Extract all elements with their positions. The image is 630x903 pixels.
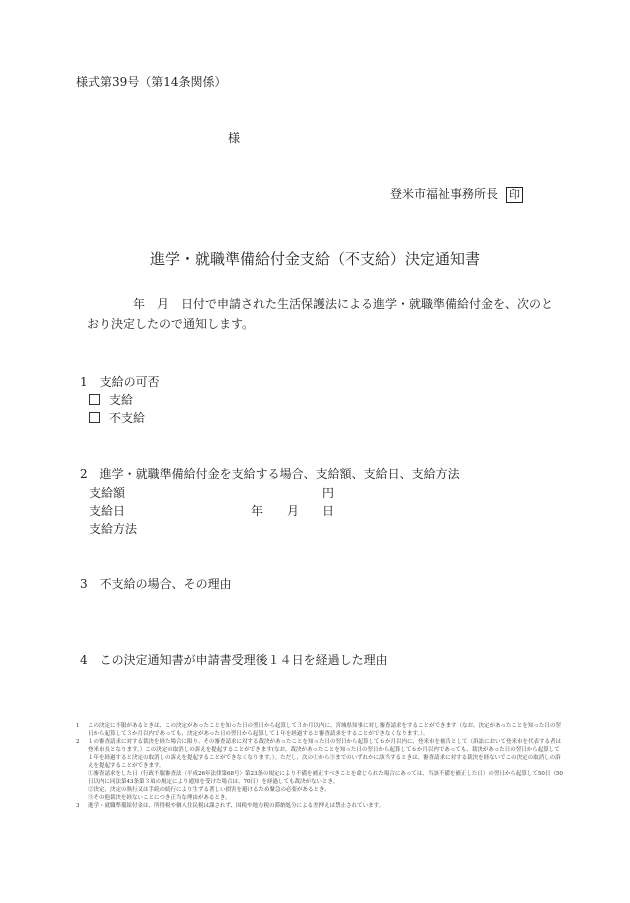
note-1: [76, 722, 564, 738]
date-year: 年: [251, 504, 264, 518]
date-month: 月: [287, 504, 300, 518]
note-2-item-3: ③その他裁決を経ないことにつき正当な理由があるとき。: [88, 795, 231, 801]
issuer-name: 登米市福祉事務所長: [390, 187, 499, 201]
option-pay-label: 支給: [109, 393, 134, 407]
amount-label: 支給額: [89, 486, 126, 500]
note-3-text: 進学・就職準備給付金は、所得税や個人住民税は課されず、国税や地方税の滞納処分による差押えは禁止されています。: [88, 803, 385, 809]
note-1-number: 1: [76, 723, 80, 729]
checkbox-pay[interactable]: [89, 394, 100, 405]
section-2-heading: 2 進学・就職準備給付金を支給する場合、支給額、支給日、支給方法: [80, 467, 460, 481]
note-2-item-1: ①審査請求をした日（行政不服審査法（平成26年法律第68号）第23条の規定により不備を補正すべきことを命じられた場合にあっては、当該不備を補正した日）の翌日から起算して50日（50日以内に同法第43条第３項の規定により通知を受けた場合は、70日）を経過しても裁決がないとき。: [88, 771, 563, 785]
note-3: [76, 802, 564, 810]
seal-mark: 印: [506, 187, 523, 203]
note-2-item-2: ②決定、決定の執行又は手続の続行により生ずる著しい損害を避けるため緊急の必要があるとき。: [88, 787, 330, 793]
option-no-pay[interactable]: [89, 410, 145, 426]
option-no-pay-label: 不支給: [109, 411, 146, 425]
intro-line-1: 年 月 日付で申請された生活保護法による進学・就職準備給付金を、次のと: [133, 297, 554, 311]
method-label: 支給方法: [89, 522, 138, 536]
issuer-block: [390, 186, 523, 203]
note-2: [76, 738, 564, 770]
section-1-heading: 1 支給の可否: [80, 375, 160, 389]
date-label: 支給日: [89, 504, 126, 518]
note-2-number: 2: [76, 739, 80, 745]
section-4-heading: 4 この決定通知書が申請書受理後１４日を経過した理由: [80, 653, 388, 667]
document-title: 進学・就職準備給付金支給（不支給）決定通知書: [149, 250, 480, 268]
note-2-text: １の審査請求に対する裁決を経た場合に限り、その審査請求に対する裁決があったことを知った日の翌日から起算して６か月以内に、登米市を被告として（訴訟において登米市を代表する者は登米市長となります。）この決定の取消しの訴えを提起することができます(なお、裁決があったことを知った日の翌日から起算して６か月以内であっても、裁決があった日の翌日から起算して１年を経過すると決定の取消しの訴えを提起することができなくなります。）。ただし、次の①から③までのいずれかに該当するときは、審査請求に対する裁決を経ないでこの決定の取消しの訴えを提起することができます。: [88, 739, 561, 769]
addressee-suffix: 様: [228, 131, 241, 145]
footnotes: [76, 722, 564, 810]
checkbox-no-pay[interactable]: [89, 412, 100, 423]
date-day: 日: [322, 504, 335, 518]
amount-unit: 円: [322, 486, 335, 500]
form-number: 様式第39号（第14条関係）: [76, 75, 227, 89]
note-3-number: 3: [76, 803, 80, 809]
note-1-text: この決定に不服があるときは、この決定があったことを知った日の翌日から起算して３か月以内に、宮城県知事に対し審査請求をすることができます（なお、決定があったことを知った日の翌日から起算して３か月以内であっても、決定があった日の翌日から起算して１年を経過すると審査請求をすることができなくなります。）。: [88, 723, 561, 737]
intro-line-2: おり決定したので通知します。: [87, 317, 255, 331]
section-3-heading: 3 不支給の場合、その理由: [80, 577, 232, 591]
option-pay[interactable]: [89, 392, 133, 408]
